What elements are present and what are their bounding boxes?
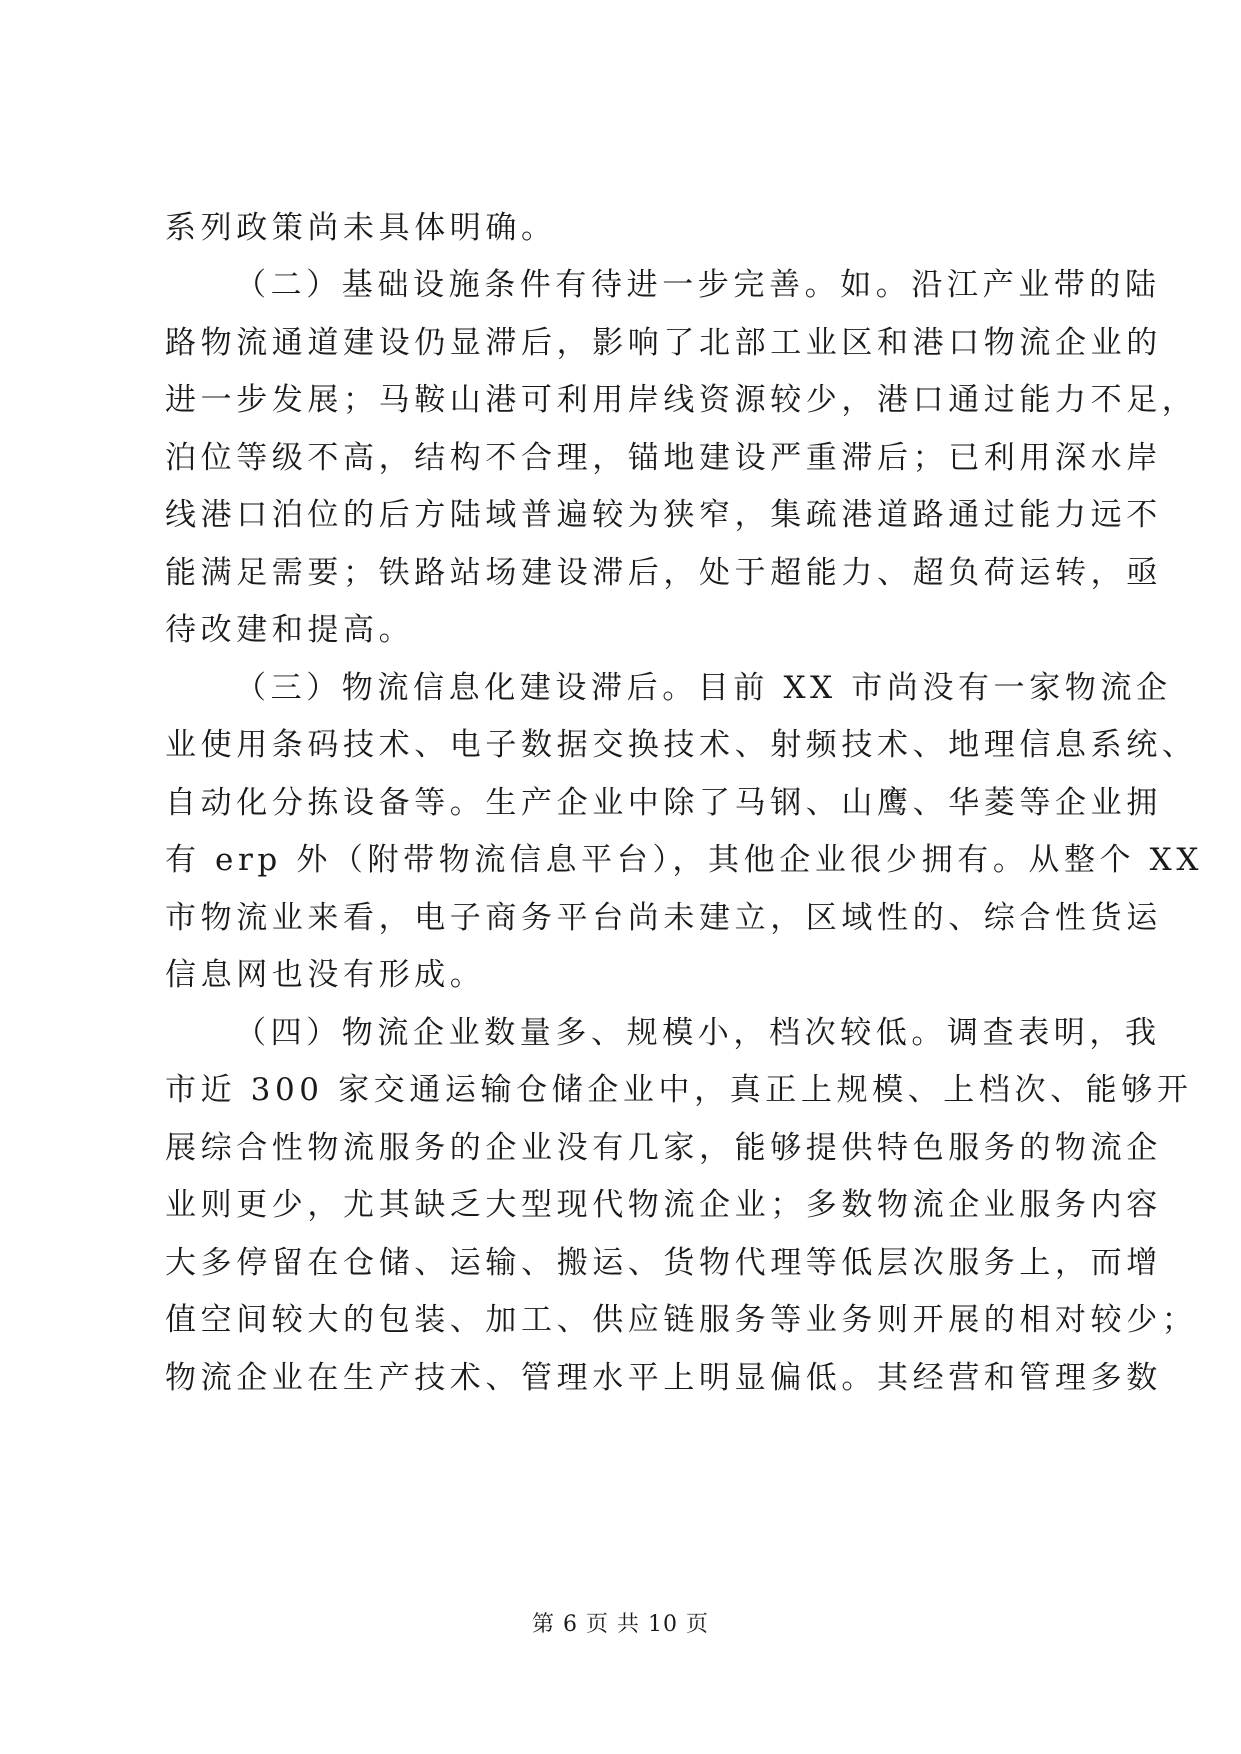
paragraph-line: 自动化分拣设备等。生产企业中除了马钢、山鹰、华菱等企业拥 [165,785,1162,821]
paragraph-line: （二）基础设施条件有待进一步完善。如。沿江产业带的陆 [235,267,1161,303]
page-number-footer: 第 6 页 共 10 页 [532,1612,709,1637]
paragraph-line: 待改建和提高。 [165,612,415,648]
paragraph-line: 市近 300 家交通运输仓储企业中，真正上规模、上档次、能够开 [165,1072,1193,1108]
paragraph-line: 业使用条码技术、电子数据交换技术、射频技术、地理信息系统、 [165,727,1198,763]
paragraph-line: （四）物流企业数量多、规模小，档次较低。调查表明，我 [235,1015,1161,1051]
paragraph-line: 泊位等级不高，结构不合理，锚地建设严重滞后；已利用深水岸 [165,440,1162,476]
paragraph-line: 能满足需要；铁路站场建设滞后，处于超能力、超负荷运转，亟 [165,555,1162,591]
paragraph-line: 路物流通道建设仍显滞后，影响了北部工业区和港口物流企业的 [165,325,1162,361]
paragraph-line: 值空间较大的包装、加工、供应链服务等业务则开展的相对较少； [165,1302,1198,1338]
paragraph-line: 有 erp 外（附带物流信息平台），其他企业很少拥有。从整个 XX [165,842,1204,878]
paragraph-line: 物流企业在生产技术、管理水平上明显偏低。其经营和管理多数 [165,1360,1162,1396]
paragraph-line: （三）物流信息化建设滞后。目前 XX 市尚没有一家物流企 [235,670,1172,706]
paragraph-line: 业则更少，尤其缺乏大型现代物流企业；多数物流企业服务内容 [165,1187,1162,1223]
paragraph-line: 线港口泊位的后方陆域普遍较为狭窄，集疏港道路通过能力远不 [165,497,1162,533]
paragraph-line: 进一步发展；马鞍山港可利用岸线资源较少，港口通过能力不足， [165,382,1198,418]
paragraph-line: 市物流业来看，电子商务平台尚未建立，区域性的、综合性货运 [165,900,1162,936]
paragraph-line: 系列政策尚未具体明确。 [165,210,557,246]
paragraph-line: 信息网也没有形成。 [165,957,486,993]
paragraph-line: 展综合性物流服务的企业没有几家，能够提供特色服务的物流企 [165,1130,1162,1166]
paragraph-line: 大多停留在仓储、运输、搬运、货物代理等低层次服务上，而增 [165,1245,1162,1281]
